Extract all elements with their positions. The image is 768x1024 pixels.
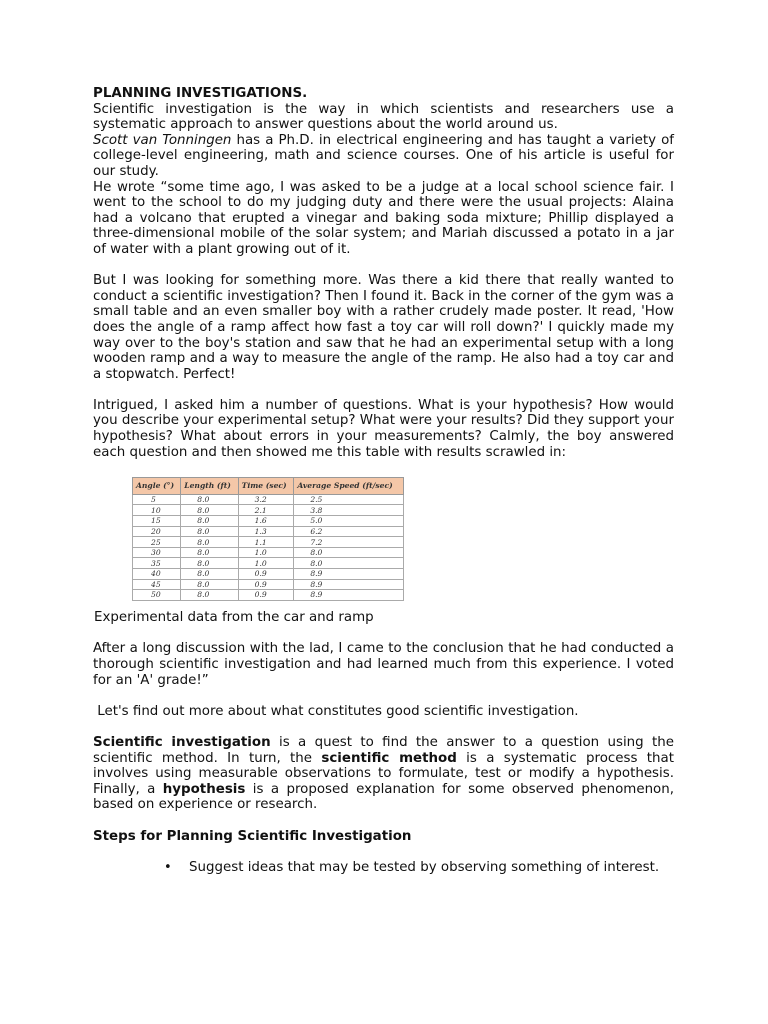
term-hypothesis: hypothesis	[162, 781, 246, 797]
table-row	[133, 494, 404, 505]
table-cell: 8.0	[181, 494, 238, 505]
quote-paragraph-3: Intrigued, I asked him a number of questions. What is your hypothesis? How would you describe your experimental setup? What were your results? Did they support your hypothesis? What about errors in your measurements? Calmly, the boy answered each question and then showed me this table with results scrawled in:	[93, 397, 674, 460]
table-cell: 3.2	[238, 494, 294, 505]
table-cell: 8.0	[181, 526, 238, 537]
table-row	[133, 558, 404, 569]
table-header-row	[133, 478, 404, 495]
term-scientific-method: scientific method	[321, 750, 457, 766]
term-scientific-investigation: Scientific investigation	[93, 735, 271, 750]
table-cell: 8.9	[294, 590, 404, 601]
quote-paragraph-4: After a long discussion with the lad, I came to the conclusion that he had conducted a thorough scientific investigation and had learned much from this experience. I voted for an 'A' grade!”	[93, 641, 674, 688]
table-cell: 3.8	[294, 505, 404, 516]
table-cell: 8.0	[181, 569, 238, 580]
table-cell: 1.3	[238, 526, 294, 537]
table-row	[133, 547, 404, 558]
table-cell: 8.0	[294, 558, 404, 569]
table-cell: 5.0	[294, 516, 404, 527]
table-cell: 45	[133, 579, 181, 590]
steps-heading: Steps for Planning Scientific Investigation	[93, 828, 412, 844]
table-header-cell: Angle (°)	[133, 478, 181, 495]
table-cell: 0.9	[238, 569, 294, 580]
data-table-image	[132, 477, 404, 602]
table-cell: 8.0	[294, 547, 404, 558]
table-row	[133, 537, 404, 548]
table-cell: 1.0	[238, 547, 294, 558]
table-cell: 8.0	[181, 537, 238, 548]
bullet-icon: •	[164, 859, 172, 875]
table-cell: 8.0	[181, 516, 238, 527]
definitions-paragraph	[93, 735, 674, 813]
table-row	[133, 516, 404, 527]
definition-text: is a quest to find the answer to a question using the scientific method. In turn, the	[93, 735, 674, 766]
transition-paragraph: Let's find out more about what constitutes good scientific investigation.	[93, 703, 579, 719]
table-row	[133, 526, 404, 537]
table-cell: 2.5	[294, 494, 404, 505]
table-header-cell: Time (sec)	[238, 478, 294, 495]
table-cell: 20	[133, 526, 181, 537]
author-paragraph	[93, 133, 674, 180]
table-cell: 6.2	[294, 526, 404, 537]
table-header-cell: Average Speed (ft/sec)	[294, 478, 404, 495]
table-row	[133, 505, 404, 516]
table-cell: 30	[133, 547, 181, 558]
table-cell: 8.9	[294, 569, 404, 580]
table-cell: 1.1	[238, 537, 294, 548]
table-row	[133, 569, 404, 580]
results-table	[132, 477, 404, 601]
table-row	[133, 579, 404, 590]
table-cell: 1.0	[238, 558, 294, 569]
table-cell: 0.9	[238, 579, 294, 590]
step-text: Suggest ideas that may be tested by observing something of interest.	[189, 859, 660, 875]
definition-text: is a systematic process that involves using measurable observations to formulate, test or modify a hypothesis. Finally, a	[93, 750, 674, 797]
table-cell: 8.0	[181, 547, 238, 558]
table-cell: 35	[133, 558, 181, 569]
table-cell: 8.0	[181, 505, 238, 516]
table-caption: Experimental data from the car and ramp	[94, 610, 374, 626]
table-cell: 15	[133, 516, 181, 527]
table-cell: 40	[133, 569, 181, 580]
table-cell: 25	[133, 537, 181, 548]
table-cell: 8.0	[181, 558, 238, 569]
table-cell: 8.9	[294, 579, 404, 590]
author-name: Scott van Tonningen	[93, 132, 232, 148]
table-cell: 2.1	[238, 505, 294, 516]
author-text: has a Ph.D. in electrical engineering and has taught a variety of college-level engineering, math and science courses. One of his article is useful for our study.	[93, 132, 674, 179]
table-header-cell: Length (ft)	[181, 478, 238, 495]
table-cell: 0.9	[238, 590, 294, 601]
table-cell: 8.0	[181, 590, 238, 601]
table-cell: 5	[133, 494, 181, 505]
steps-list	[93, 860, 674, 876]
table-row	[133, 590, 404, 601]
list-item	[93, 860, 674, 876]
intro-paragraph: Scientific investigation is the way in which scientists and researchers use a systematic approach to answer questions about the world around us.	[93, 101, 674, 133]
table-cell: 50	[133, 590, 181, 601]
document-title: PLANNING INVESTIGATIONS.	[93, 86, 308, 101]
quote-paragraph-1: He wrote “some time ago, I was asked to be a judge at a local school science fair. I went to the school to do my judging duty and there were the usual projects: Alaina had a volcano that erupted a vinegar and baking soda mixture; Phillip displayed a three-dimensional mobile of the solar system; and Mariah discussed a potato in a jar of water with a plant growing out of it.	[93, 179, 674, 257]
quote-paragraph-2: But I was looking for something more. Was there a kid there that really wanted to conduct a scientific investigation? Then I found it. Back in the corner of the gym was a small table and an even smaller boy with a rather crudely made poster. It read, 'How does the angle of a ramp affect how fast a toy car will roll down?' I quickly made my way over to the boy's station and saw that he had an experimental setup with a long wooden ramp and a way to measure the angle of the ramp. He also had a toy car and a stopwatch. Perfect!	[93, 273, 674, 382]
table-body	[133, 494, 404, 600]
document-page	[93, 86, 674, 875]
table-cell: 10	[133, 505, 181, 516]
definition-text: is a proposed explanation for some observed phenomenon, based on experience or research.	[93, 781, 674, 813]
table-cell: 1.6	[238, 516, 294, 527]
table-cell: 7.2	[294, 537, 404, 548]
table-cell: 8.0	[181, 579, 238, 590]
